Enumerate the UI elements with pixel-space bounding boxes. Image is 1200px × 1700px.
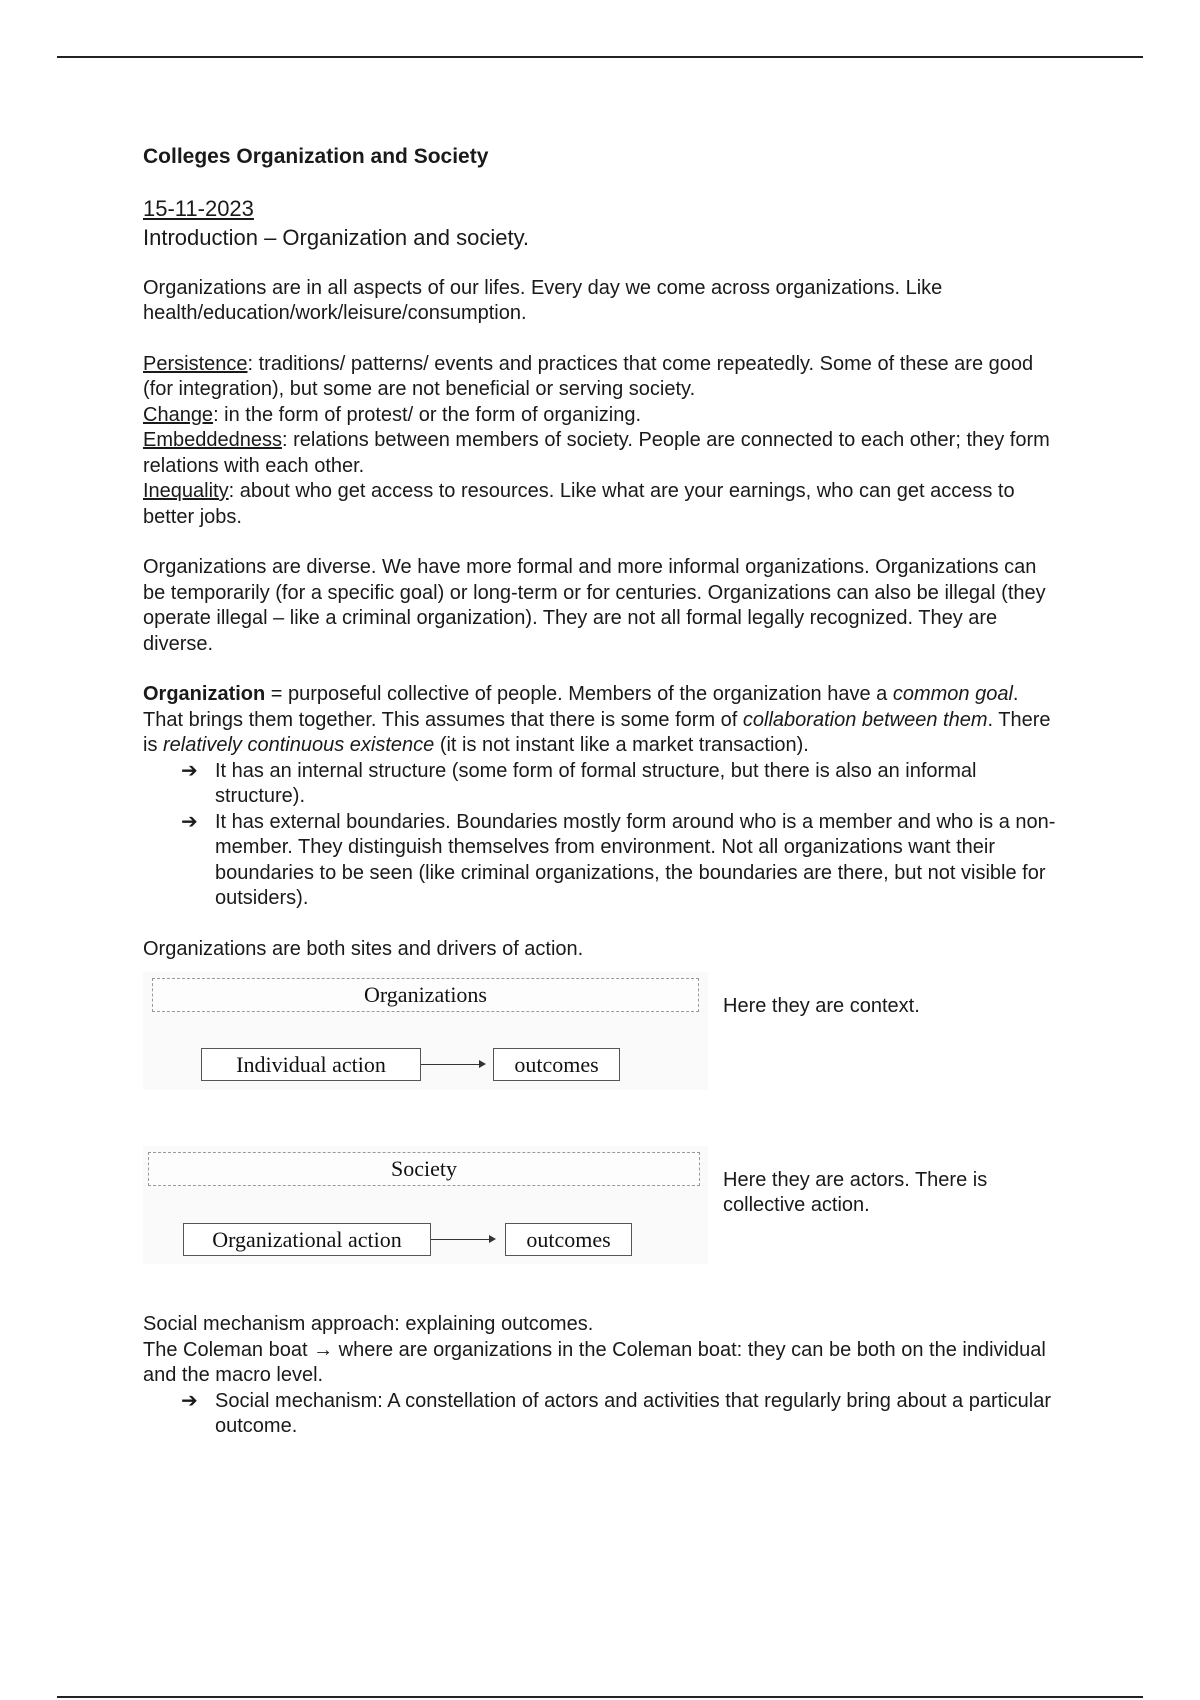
lecture-date: 15-11-2023 (143, 195, 254, 221)
diagram-note: Here they are context. (723, 995, 920, 1017)
arrow-head-icon (489, 1235, 496, 1243)
org-def-italic-2: collaboration between them (742, 708, 988, 731)
sites-drivers-paragraph: Organizations are both sites and drivers of action. (143, 937, 584, 960)
mechanism-bullets (143, 1389, 1063, 1440)
arrow-icon: ➔ (181, 810, 198, 833)
organization-bullets (143, 759, 1063, 912)
list-item (181, 1389, 1063, 1440)
term-label: Persistence (143, 352, 248, 375)
arrow-icon: ➔ (181, 759, 198, 782)
definition-inequality (143, 479, 1063, 530)
org-def-text-2: . That brings them together. This assumes that there is some form of (143, 683, 1019, 731)
coleman-boat-paragraph: The Coleman boat → where are organizations in the Coleman boat: they can be both on the individual and the macro level. (143, 1338, 1046, 1386)
intro-paragraph: Organizations are in all aspects of our lifes. Every day we come across organizations. Like health/education/work/leisure/consumption. (143, 276, 943, 324)
diagram-arrow-line (431, 1239, 491, 1240)
definitions-block (143, 352, 1063, 531)
definition-embeddedness (143, 428, 1063, 479)
organization-term: Organization (143, 683, 266, 705)
definition-change (143, 403, 1063, 429)
diagram-right-box: outcomes (505, 1223, 632, 1256)
diagram-right-box: outcomes (493, 1048, 620, 1081)
org-def-italic-3: relatively continuous existence (163, 734, 435, 756)
bullet-text: It has external boundaries. Boundaries mostly form around who is a member and who is a non-member. They distinguish themselves from environment. Not all organizations want their boundaries to be seen (like criminal organizations, the boundaries are there, but not visible for outsiders). (215, 810, 1056, 909)
organization-definition (143, 682, 1063, 759)
arrow-icon: ➔ (181, 1389, 198, 1412)
term-label: Embeddedness (143, 429, 282, 451)
diagram-arrow-line (421, 1064, 481, 1065)
document-body (143, 144, 1063, 1440)
arrow-head-icon (479, 1060, 486, 1068)
footer-rule (57, 1696, 1143, 1698)
definition-text: : in the form of protest/ or the form of organizing. (213, 403, 642, 426)
mechanism-intro: Social mechanism approach: explaining outcomes. (143, 1313, 594, 1335)
list-item (181, 759, 1063, 810)
org-def-text-1: = purposeful collective of people. Members of the organization have a (265, 683, 893, 705)
term-label: Inequality (143, 480, 229, 502)
diverse-paragraph: Organizations are diverse. We have more formal and more informal organizations. Organizations can be temporarily (for a specific goal) or long-term or for centuries. Organizations can also be illegal (they operate illegal – like a criminal organization). They are not all formal legally recognized. They are diverse. (143, 556, 1046, 655)
definition-text: : traditions/ patterns/ events and practices that come repeatedly. Some of these are good (for integration), but some are not beneficial or serving society. (143, 352, 1034, 400)
bullet-text: It has an internal structure (some form of formal structure, but there is also an informal structure). (215, 759, 977, 807)
diagram-organizations-context (143, 972, 1063, 1140)
list-item (181, 810, 1063, 912)
diagram-left-box: Organizational action (183, 1223, 431, 1256)
org-def-text-4: (it is not instant like a market transaction). (434, 734, 809, 756)
diagram-society-actors (143, 1146, 1063, 1314)
definition-text: : relations between members of society. People are connected to each other; they form relations with each other. (143, 429, 1050, 477)
term-label: Change (143, 403, 214, 426)
lecture-subtitle: Introduction – Organization and society. (143, 225, 530, 250)
diagram-frame-label: Society (148, 1152, 700, 1186)
diagram-left-box: Individual action (201, 1048, 421, 1081)
org-def-text-3: . There is (143, 708, 1051, 756)
org-def-italic-1: common goal (892, 683, 1013, 705)
bullet-text: Social mechanism: A constellation of actors and activities that regularly bring about a particular outcome. (215, 1389, 1051, 1437)
definition-text: : about who get access to resources. Like what are your earnings, who can get access to better jobs. (143, 480, 1015, 528)
diagram-note: Here they are actors. There is collective action. (723, 1169, 988, 1216)
document-title: Colleges Organization and Society (143, 145, 489, 168)
header-rule (57, 56, 1143, 58)
diagram-frame-label: Organizations (152, 978, 699, 1012)
definition-persistence (143, 352, 1063, 403)
